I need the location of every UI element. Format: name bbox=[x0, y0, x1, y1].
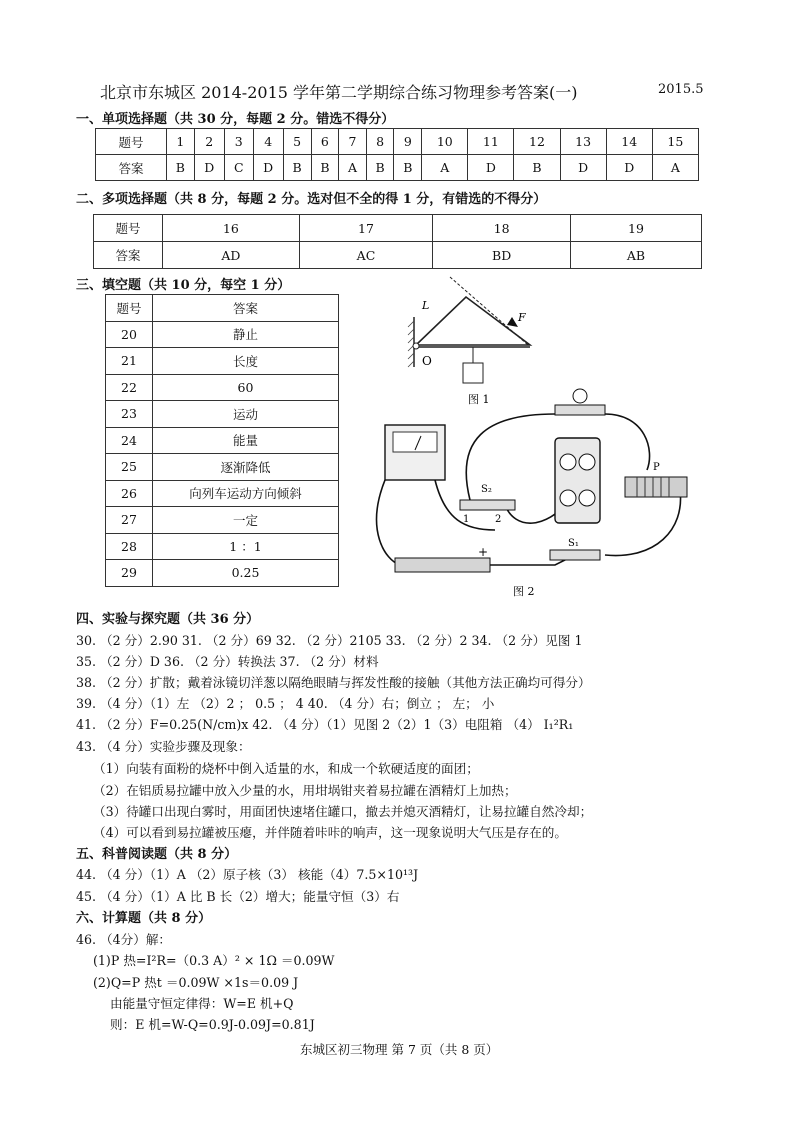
question-number-cell: 28 bbox=[106, 533, 153, 560]
question-number-cell: 15 bbox=[652, 129, 698, 155]
page-footer: 东城区初三物理 第 7 页（共 8 页） bbox=[300, 1042, 499, 1057]
force-arrow bbox=[507, 317, 518, 327]
lamp-bulb bbox=[573, 389, 587, 403]
answer-cell: AB bbox=[571, 242, 702, 269]
answer-line: （2）在铝质易拉罐中放入少量的水，用坩埚钳夹着易拉罐在酒精灯上加热； bbox=[93, 783, 517, 798]
table-row bbox=[106, 480, 339, 507]
answer-cell: AD bbox=[163, 242, 300, 269]
question-number-cell: 19 bbox=[571, 215, 702, 242]
section1-heading: 一、单项选择题（共 30 分，每题 2 分。错选不得分） bbox=[76, 112, 395, 127]
answer-cell: B bbox=[311, 155, 339, 181]
answer-cell: 60 bbox=[153, 374, 339, 401]
answer-cell: 能量 bbox=[153, 427, 339, 454]
question-number-cell: 9 bbox=[394, 129, 422, 155]
answer-cell: D bbox=[194, 155, 224, 181]
table-row bbox=[106, 454, 339, 481]
answer-cell: B bbox=[514, 155, 560, 181]
answer-cell: 向列车运动方向倾斜 bbox=[153, 480, 339, 507]
row-label: 答案 bbox=[94, 242, 163, 269]
label-plus: + bbox=[478, 545, 489, 559]
section5-heading: 五、科普阅读题（共 8 分） bbox=[76, 847, 238, 862]
answer-cell: C bbox=[224, 155, 253, 181]
question-number-cell: 22 bbox=[106, 374, 153, 401]
question-number-cell: 17 bbox=[299, 215, 433, 242]
question-number-cell: 12 bbox=[514, 129, 560, 155]
answer-line: （4）可以看到易拉罐被压瘪，并伴随着咔咔的响声，这一现象说明大气压是存在的。 bbox=[93, 825, 567, 840]
fill-blank-table bbox=[105, 294, 339, 587]
label-O: O bbox=[422, 354, 432, 368]
section2-heading: 二、多项选择题（共 8 分，每题 2 分。选对但不全的得 1 分，有错选的不得分） bbox=[76, 192, 547, 207]
question-number-cell: 10 bbox=[422, 129, 468, 155]
answer-cell: A bbox=[652, 155, 698, 181]
answer-line: (2)Q=P 热t ＝0.09W ×1s＝0.09 J bbox=[93, 975, 299, 990]
question-number-cell: 18 bbox=[433, 215, 571, 242]
table-row bbox=[106, 348, 339, 375]
question-number-cell: 27 bbox=[106, 507, 153, 534]
answer-line: 38. （2 分）扩散；戴着泳镜切洋葱以隔绝眼睛与挥发性酸的接触（其他方法正确均可得分） bbox=[76, 675, 591, 690]
resistance-box bbox=[555, 438, 600, 523]
lamp-base bbox=[555, 405, 605, 415]
switch-s1 bbox=[550, 550, 600, 560]
table-row bbox=[106, 374, 339, 401]
question-number-cell: 14 bbox=[606, 129, 652, 155]
page-date: 2015.5 bbox=[658, 82, 704, 97]
label-2: 2 bbox=[495, 514, 502, 525]
answer-cell: 静止 bbox=[153, 321, 339, 348]
answer-line: （3）待罐口出现白雾时，用面团快速堵住罐口，撤去并熄灭酒精灯，让易拉罐自然冷却； bbox=[93, 804, 593, 819]
answer-cell: B bbox=[394, 155, 422, 181]
row-label: 题号 bbox=[96, 129, 167, 155]
section4-heading: 四、实验与探究题（共 36 分） bbox=[76, 612, 260, 627]
answer-line: 由能量守恒定律得：W=E 机+Q bbox=[110, 996, 294, 1011]
answer-cell: BD bbox=[433, 242, 571, 269]
answer-cell: D bbox=[606, 155, 652, 181]
answer-line: (1)P 热=I²R=（0.3 A）² × 1Ω ＝0.09W bbox=[93, 953, 335, 968]
force-line bbox=[450, 277, 528, 345]
question-number-cell: 7 bbox=[339, 129, 366, 155]
answer-cell: 一定 bbox=[153, 507, 339, 534]
question-number-cell: 1 bbox=[166, 129, 194, 155]
answer-line: （1）向装有面粉的烧杯中倒入适量的水，和成一个软硬适度的面团； bbox=[93, 761, 479, 776]
question-number-cell: 2 bbox=[194, 129, 224, 155]
question-number-cell: 4 bbox=[253, 129, 283, 155]
answer-cell: AC bbox=[299, 242, 433, 269]
question-number-cell: 3 bbox=[224, 129, 253, 155]
figure-2 bbox=[375, 380, 705, 605]
question-number-cell: 26 bbox=[106, 480, 153, 507]
answer-line: 44. （4 分）（1）A （2）原子核（3） 核能（4）7.5×10¹³J bbox=[76, 867, 419, 882]
table-row bbox=[106, 533, 339, 560]
label-S2: S₂ bbox=[481, 484, 492, 495]
wall-hatch bbox=[408, 321, 414, 367]
answer-cell: 逐渐降低 bbox=[153, 454, 339, 481]
question-number-cell: 21 bbox=[106, 348, 153, 375]
label-L: L bbox=[422, 299, 430, 312]
answer-cell: 0.25 bbox=[153, 560, 339, 587]
question-number-cell: 5 bbox=[283, 129, 311, 155]
answer-line: 30. （2 分）2.90 31. （2 分）69 32. （2 分）2105 33. （2 分）2 34. （2 分）见图 1 bbox=[76, 633, 583, 648]
answer-cell: A bbox=[339, 155, 366, 181]
question-number-cell: 29 bbox=[106, 560, 153, 587]
answer-cell: 1 ：1 bbox=[153, 533, 339, 560]
section3-heading: 三、填空题（共 10 分，每空 1 分） bbox=[76, 278, 291, 293]
switch-s2 bbox=[460, 500, 515, 510]
table-row bbox=[106, 507, 339, 534]
label-1: 1 bbox=[463, 514, 470, 525]
table-row bbox=[106, 560, 339, 587]
question-number-cell: 23 bbox=[106, 401, 153, 428]
question-number-cell: 16 bbox=[163, 215, 300, 242]
col-label: 答案 bbox=[153, 295, 339, 322]
question-number-cell: 24 bbox=[106, 427, 153, 454]
question-number-cell: 8 bbox=[366, 129, 394, 155]
rheostat bbox=[625, 477, 687, 497]
table-row bbox=[106, 401, 339, 428]
col-label: 题号 bbox=[106, 295, 153, 322]
answer-cell: B bbox=[166, 155, 194, 181]
answer-line: 46. （4分）解： bbox=[76, 932, 172, 947]
page-title: 北京市东城区 2014-2015 学年第二学期综合练习物理参考答案(一) bbox=[100, 83, 578, 102]
multi-choice-table bbox=[93, 214, 702, 269]
table-row bbox=[106, 427, 339, 454]
question-number-cell: 6 bbox=[311, 129, 339, 155]
question-number-cell: 25 bbox=[106, 454, 153, 481]
table-row bbox=[106, 321, 339, 348]
label-P: P bbox=[653, 462, 660, 473]
label-F: F bbox=[518, 311, 526, 324]
question-number-cell: 20 bbox=[106, 321, 153, 348]
question-number-cell: 11 bbox=[468, 129, 514, 155]
answer-line: 45. （4 分）（1）A 比 B 长（2）增大；能量守恒（3）右 bbox=[76, 889, 400, 904]
figure-1-caption: 图 1 bbox=[468, 393, 490, 405]
answer-cell: A bbox=[422, 155, 468, 181]
answer-cell: D bbox=[253, 155, 283, 181]
answer-cell: B bbox=[366, 155, 394, 181]
single-choice-table bbox=[95, 128, 699, 181]
pivot bbox=[413, 343, 419, 349]
question-number-cell: 13 bbox=[560, 129, 606, 155]
answer-line: 则：E 机=W-Q=0.9J-0.09J=0.81J bbox=[110, 1017, 315, 1032]
section6-heading: 六、计算题（共 8 分） bbox=[76, 911, 212, 926]
answer-cell: 运动 bbox=[153, 401, 339, 428]
row-label: 答案 bbox=[96, 155, 167, 181]
row-label: 题号 bbox=[94, 215, 163, 242]
label-S1: S₁ bbox=[568, 538, 579, 549]
answer-line: 43. （4 分）实验步骤及现象： bbox=[76, 739, 251, 754]
answer-cell: B bbox=[283, 155, 311, 181]
answer-cell: 长度 bbox=[153, 348, 339, 375]
answer-cell: D bbox=[468, 155, 514, 181]
answer-cell: D bbox=[560, 155, 606, 181]
battery bbox=[395, 558, 490, 572]
answer-line: 41. （2 分）F=0.25(N/cm)x 42. （4 分）（1）见图 2（2）1（3）电阻箱 （4） I₁²R₁ bbox=[76, 717, 574, 732]
figure-2-caption: 图 2 bbox=[513, 585, 535, 598]
answer-line: 39. （4 分）（1）左 （2）2 ； 0.5 ； 4 40. （4 分）右；倒立 ； 左； 小 bbox=[76, 696, 495, 711]
answer-line: 35. （2 分）D 36. （2 分）转换法 37. （2 分）材料 bbox=[76, 654, 379, 669]
